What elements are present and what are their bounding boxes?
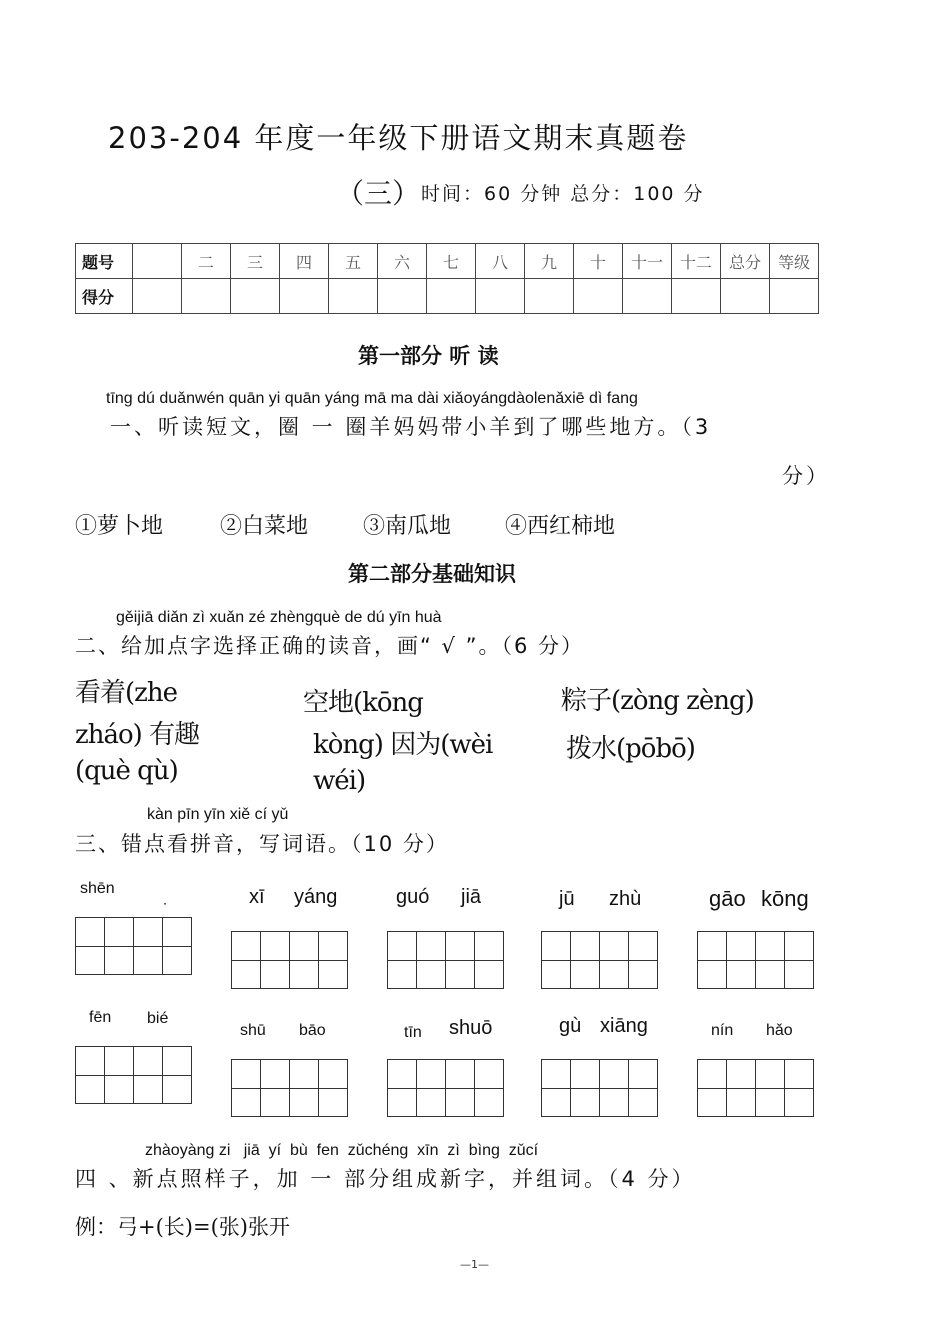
score-cell[interactable]	[182, 279, 231, 314]
time-info: 时间：60 分钟 总分：100 分	[421, 183, 705, 205]
score-cell[interactable]	[133, 279, 182, 314]
q3-word-pinyin: nín	[711, 1022, 734, 1039]
q2-item-line[interactable]: 拨水(pōbō)	[566, 734, 695, 764]
score-cell[interactable]	[329, 279, 378, 314]
q2-text: 二、给加点字选择正确的读音，画“ √ ”。（6 分）	[75, 634, 585, 658]
score-cell[interactable]	[476, 279, 525, 314]
score-table-header: 十	[574, 244, 623, 279]
score-cell[interactable]	[378, 279, 427, 314]
q3-word-pinyin: jū	[559, 888, 575, 910]
q2-item-line[interactable]: (què qù)	[75, 756, 178, 786]
score-table-header: 八	[476, 244, 525, 279]
q3-word-pinyin: yáng	[294, 886, 338, 908]
score-cell[interactable]	[574, 279, 623, 314]
q2-pinyin: gěijiā diǎn zì xuǎn zé zhèngquè de dú yīn huà	[116, 609, 442, 626]
score-table-row2-label: 得分	[76, 279, 133, 314]
score-table-header: 七	[427, 244, 476, 279]
writing-grid[interactable]	[697, 931, 814, 989]
part2-heading: 第二部分基础知识	[348, 562, 516, 586]
q3-pinyin: kàn pīn yīn xiě cí yǔ	[147, 806, 289, 823]
q3-word-pinyin: zhù	[609, 888, 642, 910]
q1-text: 一、听读短文，圈 一 圈羊妈妈带小羊到了哪些地方。（3	[110, 415, 712, 439]
document-subtitle: （三）	[336, 177, 421, 210]
q3-word-pinyin: shēn	[80, 880, 115, 897]
q3-word-pinyin: kōng	[761, 886, 809, 911]
q3-word-pinyin: guó	[396, 886, 430, 908]
q3-word-pinyin: tīn	[404, 1024, 422, 1041]
q3-word-pinyin: xiāng	[600, 1015, 648, 1037]
q3-word-pinyin: jiā	[461, 886, 482, 908]
score-cell[interactable]	[231, 279, 280, 314]
score-cell[interactable]	[427, 279, 476, 314]
writing-grid[interactable]	[231, 931, 348, 989]
q1-option-4[interactable]: ④西红柿地	[505, 514, 616, 539]
score-table-header: 等级	[770, 244, 819, 279]
score-table	[75, 243, 819, 314]
q3-word-pinyin: ˖	[163, 895, 167, 909]
score-table-row1-label: 题号	[76, 244, 133, 279]
score-table-header: 六	[378, 244, 427, 279]
writing-grid[interactable]	[541, 1059, 658, 1117]
q2-item-line[interactable]: zháo) 有趣	[75, 720, 200, 750]
score-table-header: 总分	[721, 244, 770, 279]
q4-pinyin: zhàoyàng zi jiā yí bù fen zǔchéng xīn zì bìng zǔcí	[145, 1142, 539, 1159]
score-cell[interactable]	[525, 279, 574, 314]
writing-grid[interactable]	[75, 1046, 192, 1104]
writing-grid[interactable]	[387, 1059, 504, 1117]
q1-pinyin: tīng dú duǎnwén quān yi quān yáng mā ma dài xiǎoyángdàolenǎxiē dì fang	[106, 390, 638, 407]
q1-option-2[interactable]: ②白菜地	[220, 514, 309, 539]
score-cell[interactable]	[280, 279, 329, 314]
score-cell[interactable]	[721, 279, 770, 314]
writing-grid[interactable]	[387, 931, 504, 989]
q3-word-pinyin: hǎo	[766, 1022, 793, 1039]
writing-grid[interactable]	[231, 1059, 348, 1117]
q4-text: 四 、新点照样子，加 一 部分组成新字，并组词。（4 分）	[75, 1167, 696, 1191]
score-table-header: 九	[525, 244, 574, 279]
q3-word-pinyin: gù	[559, 1015, 582, 1037]
q1-option-1[interactable]: ①萝卜地	[75, 514, 164, 539]
q3-word-pinyin: gāo	[709, 886, 746, 911]
q3-word-pinyin: bāo	[299, 1022, 326, 1039]
score-table-header: 四	[280, 244, 329, 279]
page-number: —1—	[460, 1258, 489, 1271]
score-table-header: 十二	[672, 244, 721, 279]
score-cell[interactable]	[770, 279, 819, 314]
score-table-header: 五	[329, 244, 378, 279]
score-cell[interactable]	[672, 279, 721, 314]
writing-grid[interactable]	[697, 1059, 814, 1117]
q1-option-3[interactable]: ③南瓜地	[363, 514, 452, 539]
q3-word-pinyin: shuō	[449, 1017, 493, 1039]
q3-word-pinyin: xī	[249, 886, 265, 908]
part1-heading: 第一部分 听 读	[358, 344, 499, 368]
q3-word-pinyin: fēn	[89, 1009, 112, 1026]
q2-item-line[interactable]: wéi)	[313, 766, 366, 796]
q2-item-line[interactable]: 看着(zhe	[75, 678, 177, 708]
document-title: 203-204 年度一年级下册语文期末真题卷	[108, 121, 689, 155]
q1-text-cont: 分）	[782, 464, 830, 488]
score-table-header: 十一	[623, 244, 672, 279]
q2-item-line[interactable]: 粽子(zòng zèng)	[561, 686, 754, 716]
score-table-score-row	[76, 279, 819, 314]
q2-item-line[interactable]: kòng) 因为(wèi	[313, 730, 493, 760]
score-table-header: 三	[231, 244, 280, 279]
score-table-header-row	[76, 244, 819, 279]
writing-grid[interactable]	[75, 917, 192, 975]
score-table-header	[133, 244, 182, 279]
score-cell[interactable]	[623, 279, 672, 314]
q2-item-line[interactable]: 空地(kōng	[303, 688, 423, 718]
q3-word-pinyin: bié	[147, 1010, 169, 1027]
score-table-header: 二	[182, 244, 231, 279]
writing-grid[interactable]	[541, 931, 658, 989]
q3-text: 三、错点看拼音，写词语。（10 分）	[75, 832, 449, 856]
q4-example: 例：弓+(长)=(张)张开	[75, 1215, 290, 1239]
q3-word-pinyin: shū	[240, 1022, 266, 1039]
